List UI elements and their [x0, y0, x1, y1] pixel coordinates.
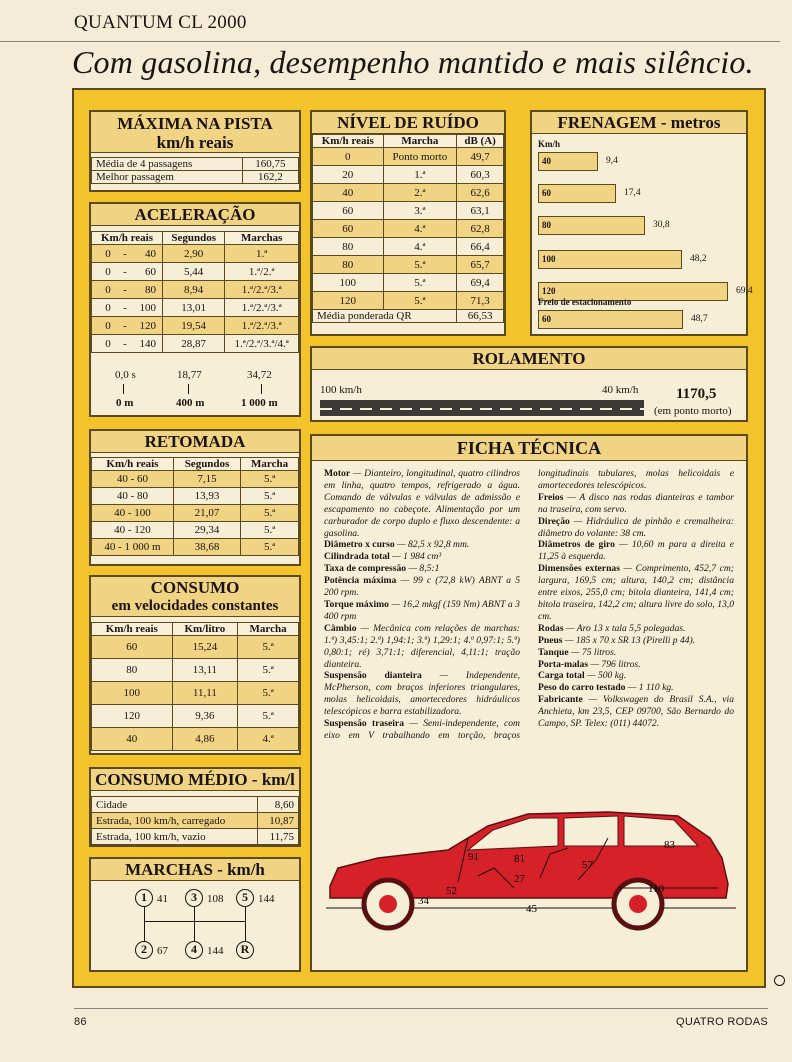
col-header: dB (A) — [457, 135, 504, 148]
parking-brake-label: Freio de estacionamento — [538, 297, 632, 307]
consumo-box — [89, 575, 301, 755]
cell: 8,94 — [162, 281, 224, 299]
spec-key: Cilindrada total — [324, 551, 390, 563]
car-diagram — [318, 798, 744, 968]
cell: 13,11 — [172, 659, 238, 682]
range-to: 60 — [144, 265, 156, 278]
cell: 0 — [313, 148, 384, 166]
cell: 66,4 — [457, 238, 504, 256]
table-row — [313, 166, 504, 184]
acceleration-title: ACELERAÇÃO — [91, 204, 299, 226]
cell: 4.ª — [383, 220, 457, 238]
time-label: 34,72 — [247, 369, 272, 381]
table-row — [313, 220, 504, 238]
cell: 1.ª/2.ª — [225, 263, 299, 281]
spec-sheet-box — [310, 434, 748, 972]
dim-label: 34 — [418, 895, 429, 907]
speed-range — [92, 263, 163, 281]
cell: 15,24 — [172, 636, 238, 659]
spec-value: — 500 kg. — [584, 670, 627, 682]
cell: Média de 4 passagens — [92, 158, 243, 171]
spec-item — [538, 623, 734, 635]
cell: Cidade — [92, 797, 258, 813]
table-row — [92, 539, 299, 556]
cell: 9,36 — [172, 705, 238, 728]
gear-speed: 108 — [207, 893, 224, 905]
cell: 60 — [313, 220, 384, 238]
spec-key: Taxa de compressão — [324, 563, 407, 575]
cell: 120 — [313, 292, 384, 310]
spec-value: — Semi-independente, com eixo em V trabalhando em torção, braços longitudinais tubulares, molas helicoidais e amortecedores telescópicos. — [324, 468, 734, 741]
table-row — [92, 245, 299, 263]
cell: 65,7 — [457, 256, 504, 274]
spec-key: Suspensão traseira — [324, 718, 404, 730]
rolling-note: (em ponto morto) — [654, 405, 732, 417]
spec-item — [538, 516, 734, 540]
brake-value-4: 69,4 — [736, 286, 753, 296]
spec-key: Fabricante — [538, 694, 583, 706]
spec-value: — 99 c (72,8 kW) ABNT a 5 200 rpm. — [324, 575, 521, 599]
consumo-title — [91, 577, 299, 617]
cell: 5.ª — [238, 682, 299, 705]
table-row — [92, 505, 299, 522]
spec-item — [324, 551, 520, 563]
gear-speed: 144 — [207, 945, 224, 957]
gear-reverse-icon: R — [236, 941, 254, 959]
table-footer-row — [313, 310, 504, 323]
spec-item — [538, 492, 734, 516]
spec-key: Motor — [324, 468, 351, 479]
spec-value: — 16,2 mkgf (159 Nm) ABNT a 3 400 rpm — [324, 598, 520, 622]
road-bar — [320, 400, 644, 416]
cell: 71,3 — [457, 292, 504, 310]
table-row — [92, 728, 299, 751]
cell: 5.ª — [238, 659, 299, 682]
cell: 11,11 — [172, 682, 238, 705]
braking-box — [530, 110, 753, 336]
braking-unit: Km/h — [538, 139, 561, 149]
speed-range — [92, 299, 163, 317]
spec-key: Diâmetro x curso — [324, 539, 395, 551]
range-from: 0 — [105, 247, 111, 260]
dim-label: 27 — [514, 873, 525, 885]
gear-speed: 67 — [157, 945, 168, 957]
end-mark-icon — [774, 975, 785, 986]
cell: 11,75 — [258, 829, 299, 845]
cell: 63,1 — [457, 202, 504, 220]
cell: 162,2 — [242, 171, 298, 184]
retomada-title: RETOMADA — [91, 431, 299, 453]
cell: 5,44 — [162, 263, 224, 281]
cell: 1.ª/2.ª/3.ª — [225, 281, 299, 299]
cell: 2.ª — [383, 184, 457, 202]
spec-value: — Independente, McPherson, com braços inferiores triangulares, molas helicoidais, amortecedores hidráulicos telescópicos e barra estabilizadora. — [324, 670, 520, 718]
cell: 60 — [92, 636, 173, 659]
cell: 13,93 — [173, 488, 240, 505]
cell: 1.ª/2.ª/3.ª — [225, 299, 299, 317]
rolling-from: 100 km/h — [320, 384, 362, 396]
dim-label: 91 — [468, 851, 479, 863]
cell: 80 — [92, 659, 173, 682]
table-row — [92, 797, 299, 813]
spec-item — [538, 682, 734, 694]
spec-item — [324, 468, 520, 539]
range-from: 0 — [105, 283, 111, 296]
dim-label: 45 — [526, 903, 537, 915]
table-row — [92, 471, 299, 488]
cell: 1.ª/2.ª/3.ª — [225, 317, 299, 335]
spec-key: Carga total — [538, 670, 585, 682]
footer-rule — [74, 1008, 768, 1009]
page-title: Com gasolina, desempenho mantido e mais silêncio. — [72, 44, 754, 80]
spec-item — [324, 599, 520, 623]
spec-value: — Comprimento, 452,7 cm; largura, 169,5 cm; altura, 140,2 cm; distância entre eixos, 255,0 cm; bitola dianteira, 141,4 cm; bitola traseira, 142,2 cm; altura livre do solo, 13,0 cm. — [538, 563, 734, 622]
spec-value: — Volkswagen do Brasil S.A., via Anchieta, km 23,5, CEP 09700, São Bernardo do Campo, SP. Telex: (011) 44072. — [538, 694, 734, 730]
cell: 40 — [313, 184, 384, 202]
page-number: 86 — [74, 1016, 87, 1028]
distance-label: 400 m — [176, 397, 205, 409]
max-speed-heading: MÁXIMA NA PISTA — [117, 114, 273, 133]
distance-label: 1 000 m — [241, 397, 278, 409]
cell: 62,6 — [457, 184, 504, 202]
col-header: Marchas — [225, 232, 299, 245]
max-speed-title — [91, 112, 299, 153]
table-row — [92, 682, 299, 705]
range-dash: - — [123, 319, 127, 332]
data-frame — [72, 88, 766, 988]
consumo-medio-title: CONSUMO MÉDIO - km/l — [91, 769, 299, 791]
col-header: Km/h reais — [92, 623, 173, 636]
cell: 5.ª — [241, 471, 299, 488]
dim-label: 83 — [664, 839, 675, 851]
range-dash: - — [123, 247, 127, 260]
brake-bar-2: 80 — [538, 216, 645, 235]
brake-bar-1: 60 — [538, 184, 616, 203]
brake-value-5: 48,7 — [691, 314, 708, 324]
spec-value: — 10,60 m para a direita e 11,25 à esquerda. — [538, 539, 734, 563]
spec-value: — 8,5:1 — [406, 563, 440, 575]
noise-table — [312, 134, 504, 323]
table-row — [92, 829, 299, 845]
cell: Melhor passagem — [92, 171, 243, 184]
table-row — [313, 238, 504, 256]
spec-key: Porta-malas — [538, 658, 589, 670]
cell: 40 — [92, 728, 173, 751]
table-row — [313, 184, 504, 202]
cell: 49,7 — [457, 148, 504, 166]
cell: 40 - 1 000 m — [92, 539, 174, 556]
consumo-subtitle: em velocidades constantes — [111, 598, 279, 614]
range-to: 140 — [139, 337, 156, 350]
cell: 60,3 — [457, 166, 504, 184]
cell: 40 - 80 — [92, 488, 174, 505]
cell: 5.ª — [241, 488, 299, 505]
spec-item — [324, 563, 520, 575]
cell: 4,86 — [172, 728, 238, 751]
col-header: Km/h reais — [313, 135, 384, 148]
range-from: 0 — [105, 337, 111, 350]
header-rule — [0, 41, 780, 42]
spec-value: — Aro 13 x tala 5,5 polegadas. — [563, 622, 686, 634]
consumo-heading: CONSUMO — [150, 578, 240, 597]
cell: 69,4 — [457, 274, 504, 292]
gear-2-icon: 2 — [135, 941, 153, 959]
brake-bar-3: 100 — [538, 250, 682, 269]
cell: 7,15 — [173, 471, 240, 488]
range-from: 0 — [105, 265, 111, 278]
max-speed-box — [89, 110, 301, 192]
spec-key: Pneus — [538, 634, 563, 646]
spec-value: — 75 litros. — [568, 646, 617, 658]
table-row — [313, 274, 504, 292]
cell: Estrada, 100 km/h, carregado — [92, 813, 258, 829]
brake-value-2: 30,8 — [653, 220, 670, 230]
footer-value: 66,53 — [457, 310, 504, 323]
cell: 5.ª — [383, 292, 457, 310]
spec-key: Tanque — [538, 646, 569, 658]
cell: 40 - 60 — [92, 471, 174, 488]
cell: 1.ª — [225, 245, 299, 263]
col-header: Km/litro — [172, 623, 238, 636]
cell: 160,75 — [242, 158, 298, 171]
speed-range — [92, 281, 163, 299]
range-to: 80 — [144, 283, 156, 296]
spec-value: — Mecânica com relações de marchas: 1.ª) 3,45:1; 2.ª) 1,94:1; 3.ª) 1,29:1; 4.ª 0,97:1; 5.ª) 0,80:1; ré) 3,71:1; diferencial, 4,11:1; tração dianteira. — [324, 622, 520, 670]
cell: 60 — [313, 202, 384, 220]
table-row — [92, 335, 299, 353]
table-row — [92, 522, 299, 539]
table-row — [92, 813, 299, 829]
spec-item — [324, 670, 520, 718]
gears-title: MARCHAS - km/h — [91, 859, 299, 881]
gear-pattern — [91, 881, 299, 969]
cell: 80 — [313, 238, 384, 256]
cell: 40 - 100 — [92, 505, 174, 522]
cell: 38,68 — [173, 539, 240, 556]
spec-key: Dimensões externas — [538, 563, 620, 575]
table-row — [92, 263, 299, 281]
range-dash: - — [123, 265, 127, 278]
spec-item — [538, 563, 734, 623]
spec-value: — A disco nas rodas dianteiras e tambor na traseira, com servo. — [538, 491, 734, 515]
acceleration-box — [89, 202, 301, 417]
spec-value: — 1 110 kg. — [625, 682, 674, 694]
gear-5-icon: 5 — [236, 889, 254, 907]
gear-4-icon: 4 — [185, 941, 203, 959]
spec-key: Suspensão dianteira — [324, 670, 422, 682]
spec-item — [538, 694, 734, 730]
col-header: Segundos — [162, 232, 224, 245]
cell: 21,07 — [173, 505, 240, 522]
magazine-name: QUATRO RODAS — [675, 1016, 768, 1028]
car-window — [564, 816, 618, 846]
table-row — [92, 299, 299, 317]
range-dash: - — [123, 283, 127, 296]
col-header: Marcha — [383, 135, 457, 148]
table-row — [313, 256, 504, 274]
spec-item — [538, 670, 734, 682]
cell: 62,8 — [457, 220, 504, 238]
front-hub — [379, 895, 397, 913]
table-row — [92, 488, 299, 505]
consumo-medio-table — [91, 796, 299, 845]
dim-label: 110 — [648, 883, 665, 895]
retomada-box — [89, 429, 301, 566]
spec-key: Peso do carro testado — [538, 682, 626, 694]
cell: 5.ª — [241, 539, 299, 556]
noise-box — [310, 110, 506, 336]
gear-3-icon: 3 — [185, 889, 203, 907]
spec-key: Direção — [538, 515, 570, 527]
gear-speed: 41 — [157, 893, 168, 905]
table-row — [92, 659, 299, 682]
spec-item — [324, 623, 520, 671]
dim-label: 81 — [514, 853, 525, 865]
section-header: QUANTUM CL 2000 — [74, 12, 247, 33]
range-from: 0 — [105, 301, 111, 314]
cell: 28,87 — [162, 335, 224, 353]
cell: 5.ª — [238, 705, 299, 728]
table-row — [92, 317, 299, 335]
speed-range — [92, 245, 163, 263]
dim-label: 52 — [446, 885, 457, 897]
speed-range — [92, 317, 163, 335]
cell: Estrada, 100 km/h, vazio — [92, 829, 258, 845]
gears-box — [89, 857, 301, 972]
spec-value: — 1 984 cm³ — [389, 551, 442, 563]
spec-key: Potência máxima — [324, 575, 397, 587]
cell: 120 — [92, 705, 173, 728]
spec-key: Freios — [538, 491, 564, 503]
rolling-box — [310, 346, 748, 422]
spec-item — [538, 635, 734, 647]
spec-sheet-text — [324, 468, 734, 742]
range-to: 120 — [139, 319, 156, 332]
spec-value: — Hidráulica de pinhão e cremalheira: diâmetro do volante: 38 cm. — [538, 515, 734, 539]
brake-bar-4: 120 — [538, 282, 728, 301]
brake-bar-0: 40 — [538, 152, 598, 171]
consumo-medio-box — [89, 767, 301, 847]
table-row — [313, 292, 504, 310]
spec-item — [538, 539, 734, 563]
range-dash: - — [123, 301, 127, 314]
cell: 5.ª — [383, 274, 457, 292]
cell: 1.ª — [383, 166, 457, 184]
col-header: Marcha — [241, 458, 299, 471]
cell: 4.ª — [383, 238, 457, 256]
cell: 5.ª — [238, 636, 299, 659]
max-speed-unit: km/h reais — [156, 133, 234, 152]
braking-title: FRENAGEM - metros — [532, 112, 746, 134]
spec-value: — Dianteiro, longitudinal, quatro cilindros em linha, quatro tempos, refrigerado a água. Comando de válvulas e válvulas de admissão e escapamento no cabeçote. Alimentação por um carburador de corpo duplo e fluxo descendente: a gasolina. — [324, 468, 520, 539]
cell: 3.ª — [383, 202, 457, 220]
table-row — [313, 202, 504, 220]
cell: 100 — [313, 274, 384, 292]
cell: 80 — [313, 256, 384, 274]
spec-item — [324, 575, 520, 599]
cell: 40 - 120 — [92, 522, 174, 539]
noise-title: NÍVEL DE RUÍDO — [312, 112, 504, 134]
cell: 5.ª — [241, 505, 299, 522]
cell: 4.ª — [238, 728, 299, 751]
cell: 10,87 — [258, 813, 299, 829]
footer-label: Média ponderada QR — [313, 310, 457, 323]
col-header: Km/h reais — [92, 458, 174, 471]
table-row — [92, 281, 299, 299]
spec-value: — 82,5 x 92,8 mm. — [394, 539, 470, 551]
cell: Ponto morto — [383, 148, 457, 166]
range-to: 40 — [144, 247, 156, 260]
table-row — [92, 705, 299, 728]
cell: 5.ª — [383, 256, 457, 274]
cell: 20 — [313, 166, 384, 184]
cell: 8,60 — [258, 797, 299, 813]
range-to: 100 — [139, 301, 156, 314]
speed-range — [92, 335, 163, 353]
max-speed-table — [91, 157, 299, 184]
brake-value-1: 17,4 — [624, 188, 641, 198]
range-from: 0 — [105, 319, 111, 332]
spec-key: Câmbio — [324, 622, 357, 634]
rolling-title: ROLAMENTO — [312, 348, 746, 370]
col-header: Marcha — [238, 623, 299, 636]
brake-value-0: 9,4 — [606, 156, 618, 166]
col-header: Segundos — [173, 458, 240, 471]
spec-value: — 796 litros. — [588, 658, 641, 670]
rolling-to: 40 km/h — [602, 384, 639, 396]
retomada-table — [91, 457, 299, 556]
cell: 100 — [92, 682, 173, 705]
distance-label: 0 m — [116, 397, 134, 409]
brake-bar-5: 60 — [538, 310, 683, 329]
gear-speed: 144 — [258, 893, 275, 905]
table-row — [313, 148, 504, 166]
spec-key: Rodas — [538, 622, 564, 634]
col-header: Km/h reais — [92, 232, 163, 245]
spec-key: Diâmetros de giro — [538, 539, 615, 551]
rear-hub — [629, 895, 647, 913]
time-label: 18,77 — [177, 369, 202, 381]
dim-label: 57 — [582, 859, 593, 871]
cell: 29,34 — [173, 522, 240, 539]
spec-value: — 185 x 70 x SR 13 (Pirelli p 44). — [562, 634, 696, 646]
spec-key: Torque máximo — [324, 598, 389, 610]
cell: 5.ª — [241, 522, 299, 539]
distance-scale — [91, 359, 299, 417]
cell: 19,54 — [162, 317, 224, 335]
cell: 13,01 — [162, 299, 224, 317]
cell: 1.ª/2.ª/3.ª/4.ª — [225, 335, 299, 353]
time-label: 0,0 s — [115, 369, 136, 381]
brake-value-3: 48,2 — [690, 254, 707, 264]
table-row — [92, 636, 299, 659]
consumo-table — [91, 622, 299, 751]
range-dash: - — [123, 337, 127, 350]
gear-1-icon: 1 — [135, 889, 153, 907]
spec-item — [538, 659, 734, 671]
spec-sheet-title: FICHA TÉCNICA — [312, 436, 746, 461]
rolling-distance: 1170,5 — [676, 386, 717, 402]
spec-item — [538, 647, 734, 659]
cell: 2,90 — [162, 245, 224, 263]
spec-item — [324, 539, 520, 551]
acceleration-table — [91, 231, 299, 353]
